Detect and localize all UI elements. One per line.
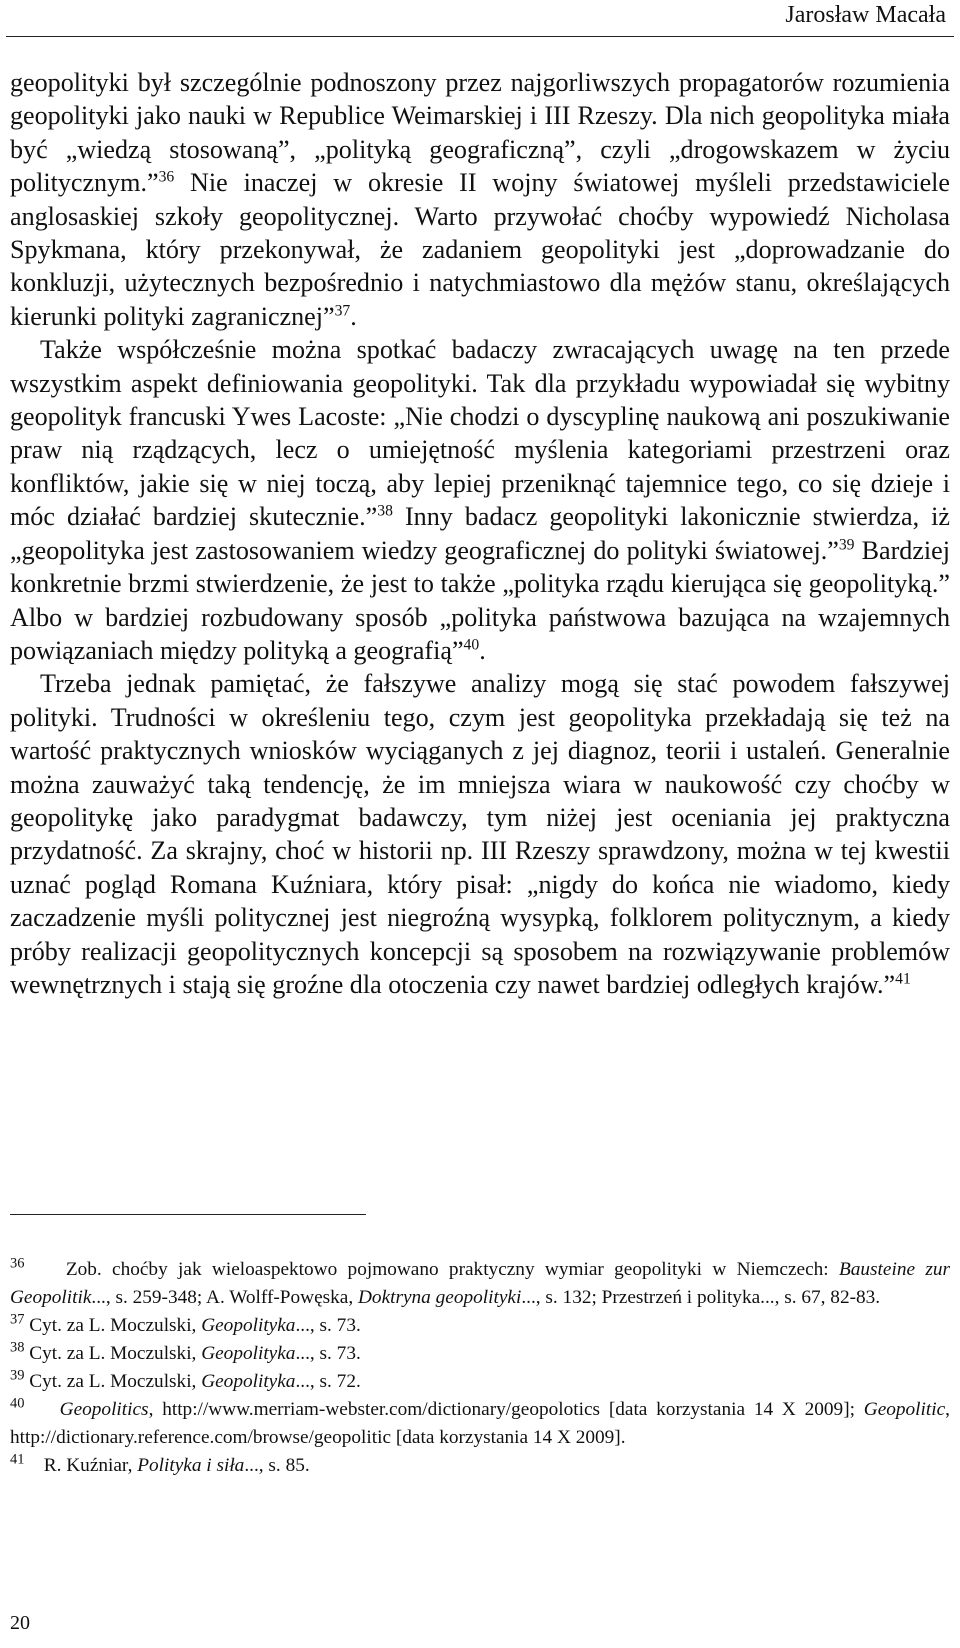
footnote-40 [10,1396,950,1452]
footnote-text: Cyt. za L. Moczulski, [29,1343,202,1364]
footnote-number: 38 [10,1339,25,1356]
footnote-number: 40 [10,1395,25,1412]
footnote-title: Polityka i siła [137,1455,245,1476]
footnote-text: ..., s. 73. [295,1343,361,1364]
footnote-number: 41 [10,1451,25,1468]
footnote-text: Cyt. za L. Moczulski, [29,1371,202,1392]
footnote-title: Geopolityka [201,1315,296,1336]
footnote-ref-41: 41 [895,970,911,988]
footnote-title: Geopolityka [201,1371,296,1392]
footnote-38 [10,1340,950,1368]
footnote-ref-40: 40 [463,636,480,654]
footnote-ref-38: 38 [377,502,393,520]
footnote-36 [10,1256,950,1312]
p2-text-4: . [479,635,486,665]
footnote-text: ..., s. 73. [295,1315,361,1336]
footnote-number: 36 [10,1255,25,1272]
p3-text-1: Trzeba jednak pamiętać, że fałszywe analizy mogą się stać powodem fałszywej polityki. Trudności w określeniu tego, czym jest geopolityka przekładają się też na wartość praktycznych wniosków wyciąganych z jej diagnoz, teorii i ustaleń. Generalnie można zauważyć taką tendencję, że im mniejsza wiara w naukowość czy choćby w geopolitykę jako paradygmat badawczy, tym niżej jest oceniania jej praktyczna przydatność. Za skrajny, choć w historii np. III Rzeszy sprawdzony, można w tej kwestii uznać pogląd Romana Kuźniara, który pisał: „nigdy do końca nie wiadomo, kiedy zaczadzenie myśli politycznej jest niegroźną wysypką, folklorem politycznym, a kiedy próby realizacji geopolitycznych koncepcji są sposobem na rozwiązywanie problemów wewnętrznych i stają się groźne dla otoczenia czy nawet bardziej odległych krajów.” [10,669,950,999]
footnote-text: ..., s. 259-348; A. Wolff-Powęska, [91,1287,358,1308]
paragraph-3 [10,667,950,1001]
footnote-ref-37: 37 [334,302,351,320]
p1-text-3: . [350,301,357,331]
footnote-text: ..., s. 72. [295,1371,361,1392]
p2-text-3: Bardziej konkretnie brzmi stwierdzenie, że jest to także „polityka rządu kierująca się geopolityką.” Albo w bardziej rozbudowany sposób „polityka państwowa bazująca na wzajemnych powiązaniach między polityką a geografią” [10,535,950,665]
footnote-37 [10,1312,950,1340]
footnote-title: Geopolitics [59,1399,149,1420]
footnote-ref-39: 39 [838,536,855,553]
footnote-text: ..., s. 132; Przestrzeń i polityka..., s. 67, 82-83. [521,1287,881,1308]
footnote-text: , http://dictionary.reference.com/browse/geopolitic [data korzystania 14 X 2009]. [10,1399,950,1448]
header-author: Jarosław Macała [785,2,946,28]
page-header [0,0,960,36]
header-rule [6,36,954,37]
footnote-41 [10,1452,950,1480]
main-text [10,66,950,1001]
footnote-text: Zob. choćby jak wieloaspektowo pojmowano praktyczny wymiar geopolityki w Niemczech: [65,1259,839,1280]
footnote-39 [10,1368,950,1396]
footnote-separator [10,1214,366,1215]
footnote-title: Geopolityka [201,1343,296,1364]
footnote-text: , http://www.merriam-webster.com/dictionary/geopolotics [data korzystania 14 X 2009]; [148,1399,864,1420]
footnotes [10,1256,950,1480]
page-number: 20 [10,1612,30,1634]
footnote-title: Bausteine zur Geopolitik [10,1259,950,1308]
footnote-number: 39 [10,1367,25,1384]
p2-text-1: Także współcześnie można spotkać badaczy zwracających uwagę na ten przede wszystkim aspekt definiowania geopolityki. Tak dla przykładu wypowiadał się wybitny geopolityk francuski Ywes Lacoste: „Nie chodzi o dyscyplinę naukową ani poszukiwanie praw nią rządzących, lecz o umiejętność myślenia kategoriami przestrzeni oraz konfliktów, jakie się w niej toczą, aby lepiej przeniknąć tajemnice tego, co się dzieje i móc działać bardziej skutecznie.” [10,335,950,532]
footnote-title: Doktryna geopolityki [358,1287,522,1308]
paragraph-2 [10,333,950,667]
p2-text-2: Inny badacz geopolityki lakonicznie stwierdza, iż „geopolityka jest zastosowaniem wiedzy geograficznej do polityki światowej.” [10,502,950,565]
footnote-title: Geopolitic [863,1399,946,1420]
p1-text-2: Nie inaczej w okresie II wojny światowej myśleli przedstawiciele anglosaskiej szkoły geopolitycznej. Warto przywołać choćby wypowiedź Nicholasa Spykmana, który przekonywał, że zadaniem geopolityki jest „doprowadzanie do konkluzji, użytecznych bezpośrednio i natychmiastowo dla mężów stanu, określających kierunki polityki zagranicznej” [10,168,950,331]
footnote-ref-36: 36 [158,168,175,186]
footnote-number: 37 [10,1311,25,1328]
paragraph-1 [10,66,950,333]
footnote-text: ..., s. 85. [244,1455,310,1476]
p1-text-1: geopolityki był szczególnie podnoszony przez najgorliwszych propagatorów rozumienia geopolityki jako nauki w Republice Weimarskiej i III Rzeszy. Dla nich geopolityka miała być „wiedzą stosowaną”, „polityką geograficzną”, czyli „drogowskazem w życiu politycznym.” [10,68,950,198]
footnote-text: R. Kuźniar, [43,1455,138,1476]
footnote-text: Cyt. za L. Moczulski, [29,1315,202,1336]
